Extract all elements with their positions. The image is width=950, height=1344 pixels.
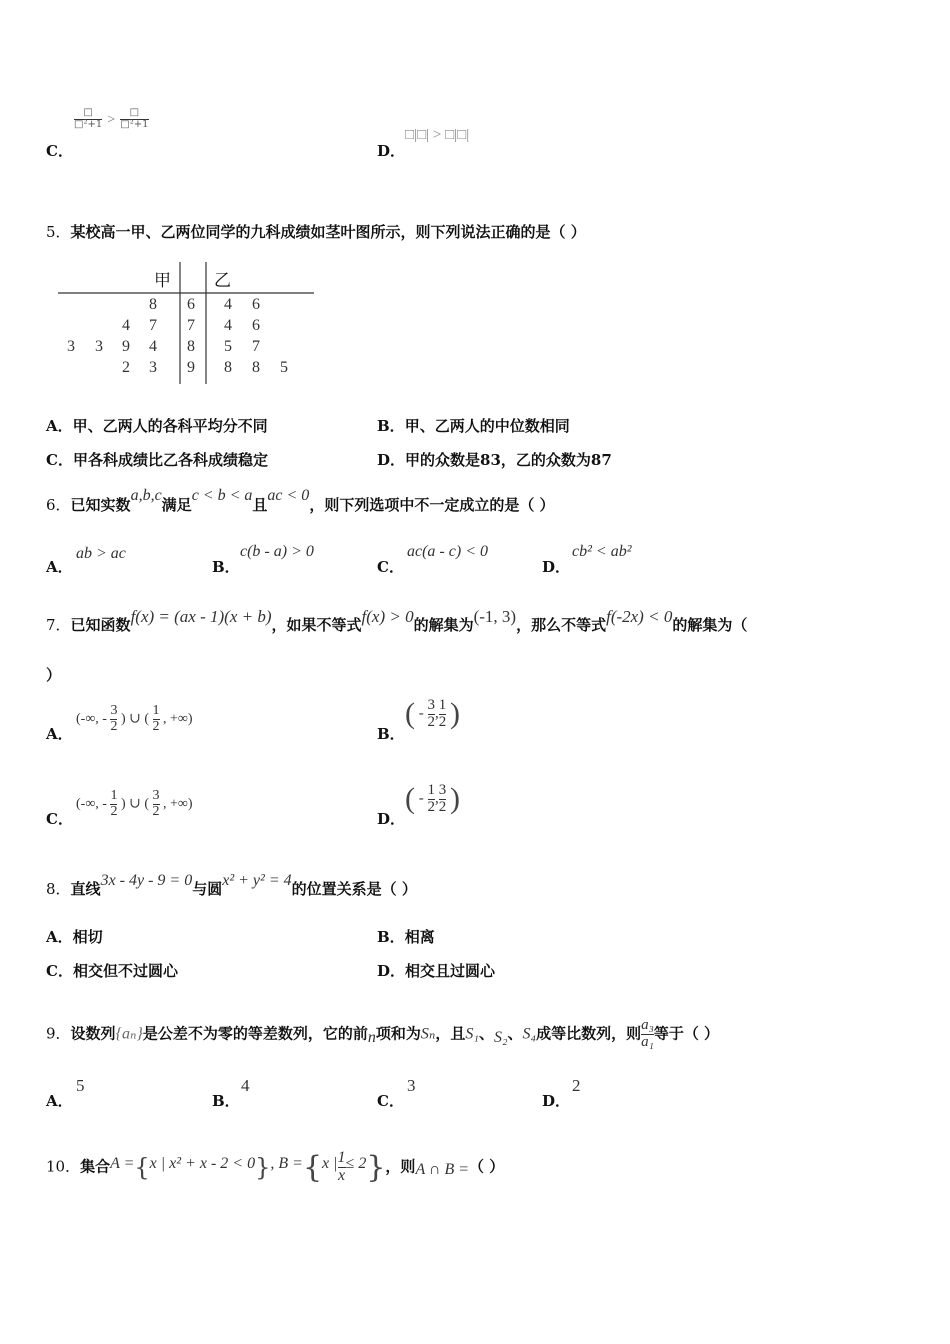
q6-math-abc: a,b,c bbox=[130, 487, 162, 504]
q7-math-function: f(x) = (ax - 1)(x + b) bbox=[130, 607, 272, 626]
q7-text-2: ，如果不等式 bbox=[271, 616, 362, 634]
q4-c-left-num: □ bbox=[83, 107, 93, 118]
q6-option-c-expr: ac(a - c) < 0 bbox=[407, 543, 488, 560]
q7-d-pre: - bbox=[418, 790, 424, 807]
q4-c-left-fraction bbox=[74, 108, 102, 130]
q7-text-5: 的解集为（ bbox=[672, 616, 748, 634]
q7-option-a-expr bbox=[76, 704, 193, 734]
q6-option-a-expr: ab > ac bbox=[76, 545, 126, 562]
q8-option-b[interactable] bbox=[377, 926, 435, 947]
q6-text-1: 已知实数 bbox=[70, 496, 131, 514]
q7-option-d-expr bbox=[405, 782, 460, 816]
q7-c-d1: 2 bbox=[110, 803, 118, 819]
q7-a-frac2 bbox=[153, 704, 160, 734]
q5-option-d-label: D． bbox=[377, 451, 406, 469]
row1-right-leaf: 4 bbox=[224, 296, 232, 313]
row2-stem: 7 bbox=[187, 317, 195, 334]
q8-text-1: 直线 bbox=[70, 880, 101, 898]
q7-d-d1: 2 bbox=[427, 798, 435, 815]
q9-math-s2: S₂ bbox=[493, 1029, 508, 1047]
q7-math-interval: (-1, 3) bbox=[473, 607, 517, 626]
q5-option-d-text: 甲的众数是83，乙的众数为87 bbox=[405, 451, 612, 469]
q7-a-d2: 2 bbox=[152, 718, 160, 734]
q8-option-b-label: B． bbox=[377, 928, 405, 946]
q9-option-d-label[interactable]: D． bbox=[542, 1092, 571, 1110]
q7-option-b-label[interactable]: B． bbox=[377, 725, 405, 743]
q6-text-4: ，则下列选项中不一定成立的是（ ） bbox=[309, 496, 555, 514]
q7-b-mid: , bbox=[435, 705, 439, 722]
row3-right-leaf: 5 bbox=[224, 338, 232, 355]
q7-d-lparen-icon: ( bbox=[405, 782, 415, 815]
q10-math-frac bbox=[338, 1150, 346, 1185]
q7-option-c-label[interactable]: C． bbox=[46, 810, 73, 828]
q9-number: 9． bbox=[46, 1024, 71, 1043]
q5-option-c-label: C． bbox=[46, 451, 73, 469]
q5-option-a[interactable] bbox=[46, 415, 268, 436]
q6-text-2: 满足 bbox=[161, 496, 192, 514]
q7-d-mid: , bbox=[435, 790, 439, 807]
q9-ratio-den: a₁ bbox=[641, 1033, 654, 1050]
q7-c-pre: (-∞, - bbox=[76, 796, 107, 812]
row1-stem: 6 bbox=[187, 296, 195, 313]
q4-option-d-label: D． bbox=[377, 142, 406, 160]
q5-option-b[interactable] bbox=[377, 415, 570, 436]
q9-ratio-num: a₃ bbox=[641, 1017, 654, 1033]
q7-b-rparen-icon: ) bbox=[450, 697, 460, 730]
q10-number: 10． bbox=[46, 1157, 81, 1176]
row3-right-leaf: 7 bbox=[252, 338, 260, 355]
q7-c-post: , +∞) bbox=[163, 796, 193, 812]
q4-c-right-den: □²+1 bbox=[120, 118, 149, 130]
q10-rbrace-a-icon: } bbox=[255, 1153, 271, 1182]
q7-a-n2: 1 bbox=[152, 703, 160, 718]
q6-math-order: c < b < a bbox=[191, 487, 253, 504]
q10-math-b: , B = bbox=[270, 1154, 303, 1172]
q7-a-pre: (-∞, - bbox=[76, 711, 107, 727]
q9-text-3: 项和为 bbox=[375, 1024, 421, 1043]
q10-math-set-a: x | x² + x - 2 < 0 bbox=[149, 1154, 256, 1172]
q9-option-c-val: 3 bbox=[407, 1076, 416, 1095]
q10-text-2: ，则 bbox=[385, 1157, 416, 1176]
q6-option-b-label[interactable]: B． bbox=[212, 558, 240, 576]
q7-a-frac1 bbox=[110, 704, 117, 734]
q8-option-a-label: A． bbox=[46, 928, 73, 946]
q8-option-c-label: C． bbox=[46, 962, 73, 980]
q9-option-b-label[interactable]: B． bbox=[212, 1092, 240, 1110]
q7-b-frac2 bbox=[439, 698, 447, 731]
q6-option-d-expr: cb² < ab² bbox=[572, 543, 632, 560]
q8-question bbox=[46, 872, 417, 899]
q7-b-n2: 1 bbox=[438, 696, 447, 713]
q5-question bbox=[46, 221, 586, 242]
q10-math-a: A = bbox=[110, 1154, 135, 1172]
q9-math-s4: S₄ bbox=[522, 1025, 537, 1043]
q7-option-a-label[interactable]: A． bbox=[46, 725, 73, 743]
q7-option-b-expr bbox=[405, 697, 460, 731]
q7-option-d-label[interactable]: D． bbox=[377, 810, 406, 828]
row4-right-leaf: 8 bbox=[252, 359, 260, 376]
q9-option-d-val: 2 bbox=[572, 1076, 581, 1095]
q6-option-a-label[interactable]: A． bbox=[46, 558, 73, 576]
q10-frac-num: 1 bbox=[337, 1149, 346, 1167]
q10-math-set-b-var: x | bbox=[322, 1154, 338, 1172]
q7-d-d2: 2 bbox=[438, 798, 447, 815]
q10-math-intersection: A ∩ B = bbox=[415, 1160, 470, 1178]
q9-option-b-val: 4 bbox=[241, 1076, 250, 1095]
q7-c-mid: ) ∪ ( bbox=[120, 796, 150, 812]
q4-c-left-den: □²+1 bbox=[74, 118, 103, 130]
q6-text-3: 且 bbox=[252, 496, 268, 514]
q7-c-n2: 3 bbox=[152, 788, 160, 803]
q10-rbrace-b-icon: } bbox=[366, 1150, 386, 1185]
stem-leaf-plot bbox=[58, 262, 316, 386]
q9-text-1: 设数列 bbox=[70, 1024, 116, 1043]
q7-b-lparen-icon: ( bbox=[405, 697, 415, 730]
row3-left-leaf: 3 bbox=[95, 338, 103, 355]
q7-b-pre: - bbox=[418, 705, 424, 722]
q7-d-rparen-icon: ) bbox=[450, 782, 460, 815]
q6-question bbox=[46, 487, 555, 515]
q7-a-d1: 2 bbox=[110, 718, 118, 734]
q6-option-b-expr: c(b - a) > 0 bbox=[240, 543, 314, 560]
q7-text-1: 已知函数 bbox=[70, 616, 131, 634]
q7-b-frac1 bbox=[428, 698, 436, 731]
q5-option-a-label: A． bbox=[46, 417, 73, 435]
q9-math-s1: S₁ bbox=[465, 1025, 479, 1043]
q7-b-d1: 2 bbox=[427, 713, 435, 730]
q9-text-5: 、 bbox=[478, 1024, 494, 1043]
q6-option-c-label[interactable]: C． bbox=[377, 558, 404, 576]
q7-c-n1: 1 bbox=[110, 788, 118, 803]
q7-text-4: ，那么不等式 bbox=[516, 616, 607, 634]
row2-left-leaf: 7 bbox=[149, 317, 157, 334]
q6-option-d-label[interactable]: D． bbox=[542, 558, 571, 576]
q9-option-c-label[interactable]: C． bbox=[377, 1092, 404, 1110]
q7-question bbox=[46, 607, 748, 635]
q4-option-c-expr bbox=[74, 108, 149, 130]
q8-math-line: 3x - 4y - 9 = 0 bbox=[100, 872, 193, 889]
q4-c-right-fraction bbox=[120, 108, 148, 130]
q7-d-n1: 1 bbox=[427, 781, 435, 798]
q7-question-line2: ） bbox=[46, 666, 62, 684]
stem-leaf-header-jia: 甲 bbox=[154, 271, 171, 291]
q8-option-d-text: 相交且过圆心 bbox=[405, 962, 496, 980]
q5-text: 某校高一甲、乙两位同学的九科成绩如茎叶图所示，则下列说法正确的是（ ） bbox=[70, 223, 586, 241]
q8-text-2: 与圆 bbox=[192, 880, 223, 898]
q7-d-frac1 bbox=[428, 783, 436, 816]
q6-number: 6． bbox=[46, 496, 71, 514]
q8-number: 8． bbox=[46, 880, 71, 898]
q10-question bbox=[46, 1150, 504, 1185]
q7-math-ineq1: f(x) > 0 bbox=[361, 607, 414, 626]
row4-right-leaf: 8 bbox=[224, 359, 232, 376]
q5-option-b-text: 甲、乙两人的中位数相同 bbox=[404, 417, 570, 435]
q7-c-frac2 bbox=[153, 789, 160, 819]
q9-math-seq: {aₙ} bbox=[115, 1025, 143, 1043]
q7-a-post: , +∞) bbox=[163, 711, 193, 727]
q7-b-n1: 3 bbox=[427, 696, 435, 713]
q9-question bbox=[46, 1018, 719, 1051]
q9-text-7: 成等比数列，则 bbox=[536, 1024, 642, 1043]
q9-text-6: 、 bbox=[507, 1024, 523, 1043]
row4-right-leaf: 5 bbox=[280, 359, 288, 376]
q5-option-c[interactable] bbox=[46, 449, 268, 470]
q9-text-2: 是公差不为零的等差数列，它的前 bbox=[142, 1024, 368, 1043]
q9-text-8: 等于（ ） bbox=[653, 1024, 720, 1043]
q9-option-a-label[interactable]: A． bbox=[46, 1092, 73, 1110]
q10-lbrace-b-icon: { bbox=[302, 1150, 323, 1185]
q7-c-frac1 bbox=[110, 789, 117, 819]
row4-left-leaf: 2 bbox=[122, 359, 130, 376]
row2-left-leaf: 4 bbox=[122, 317, 130, 334]
q10-text-3: （ ） bbox=[469, 1157, 505, 1176]
q7-option-c-expr bbox=[76, 789, 193, 819]
q7-d-n2: 3 bbox=[438, 781, 447, 798]
row4-left-leaf: 3 bbox=[149, 359, 157, 376]
q9-text-4: ，且 bbox=[435, 1024, 466, 1043]
q4-c-gt: > bbox=[107, 112, 116, 128]
q4-c-right-num: □ bbox=[129, 107, 140, 118]
row1-right-leaf: 6 bbox=[252, 296, 260, 313]
q8-text-3: 的位置关系是（ ） bbox=[291, 880, 417, 898]
q4-option-c-label: C． bbox=[46, 142, 73, 160]
q10-frac-den: x bbox=[337, 1167, 346, 1184]
q10-text-1: 集合 bbox=[80, 1157, 111, 1176]
q9-math-sn: Sₙ bbox=[420, 1025, 436, 1043]
q7-a-mid: ) ∪ ( bbox=[120, 711, 150, 727]
row3-left-leaf: 9 bbox=[122, 338, 130, 355]
row3-left-leaf: 3 bbox=[67, 338, 75, 355]
q7-b-d2: 2 bbox=[438, 713, 447, 730]
q5-option-a-text: 甲、乙两人的各科平均分不同 bbox=[72, 417, 268, 435]
q4-option-d-expr: □|□| > □|□| bbox=[405, 127, 470, 143]
q7-a-n1: 3 bbox=[110, 703, 118, 718]
row4-stem: 9 bbox=[187, 359, 195, 376]
q5-option-b-label: B． bbox=[377, 417, 405, 435]
q7-c-d2: 2 bbox=[152, 803, 160, 819]
q8-math-circle: x² + y² = 4 bbox=[222, 872, 292, 889]
q8-option-d[interactable] bbox=[377, 960, 495, 981]
q8-option-d-label: D． bbox=[377, 962, 406, 980]
q10-math-le: ≤ 2 bbox=[345, 1154, 367, 1172]
row1-left-leaf: 8 bbox=[149, 296, 157, 313]
row2-right-leaf: 4 bbox=[224, 317, 232, 334]
q5-option-d[interactable] bbox=[377, 449, 612, 470]
q7-math-ineq2: f(-2x) < 0 bbox=[606, 607, 673, 626]
q9-math-ratio bbox=[641, 1018, 654, 1051]
row3-left-leaf: 4 bbox=[149, 338, 157, 355]
q5-option-c-text: 甲各科成绩比乙各科成绩稳定 bbox=[72, 451, 268, 469]
q8-option-a-text: 相切 bbox=[72, 928, 103, 946]
q7-text-3: 的解集为 bbox=[413, 616, 474, 634]
q6-math-ac: ac < 0 bbox=[267, 487, 310, 504]
q10-lbrace-a-icon: { bbox=[134, 1153, 150, 1182]
q7-number: 7． bbox=[46, 616, 71, 634]
q8-option-a[interactable] bbox=[46, 926, 103, 947]
q5-number: 5． bbox=[46, 223, 71, 241]
row2-right-leaf: 6 bbox=[252, 317, 260, 334]
q8-option-c-text: 相交但不过圆心 bbox=[72, 962, 178, 980]
stem-leaf-header-yi: 乙 bbox=[214, 271, 231, 291]
q9-math-n: n bbox=[367, 1029, 376, 1047]
q9-option-a-val: 5 bbox=[76, 1076, 85, 1095]
q8-option-b-text: 相离 bbox=[404, 928, 435, 946]
row3-stem: 8 bbox=[187, 338, 195, 355]
q8-option-c[interactable] bbox=[46, 960, 178, 981]
q7-d-frac2 bbox=[439, 783, 447, 816]
